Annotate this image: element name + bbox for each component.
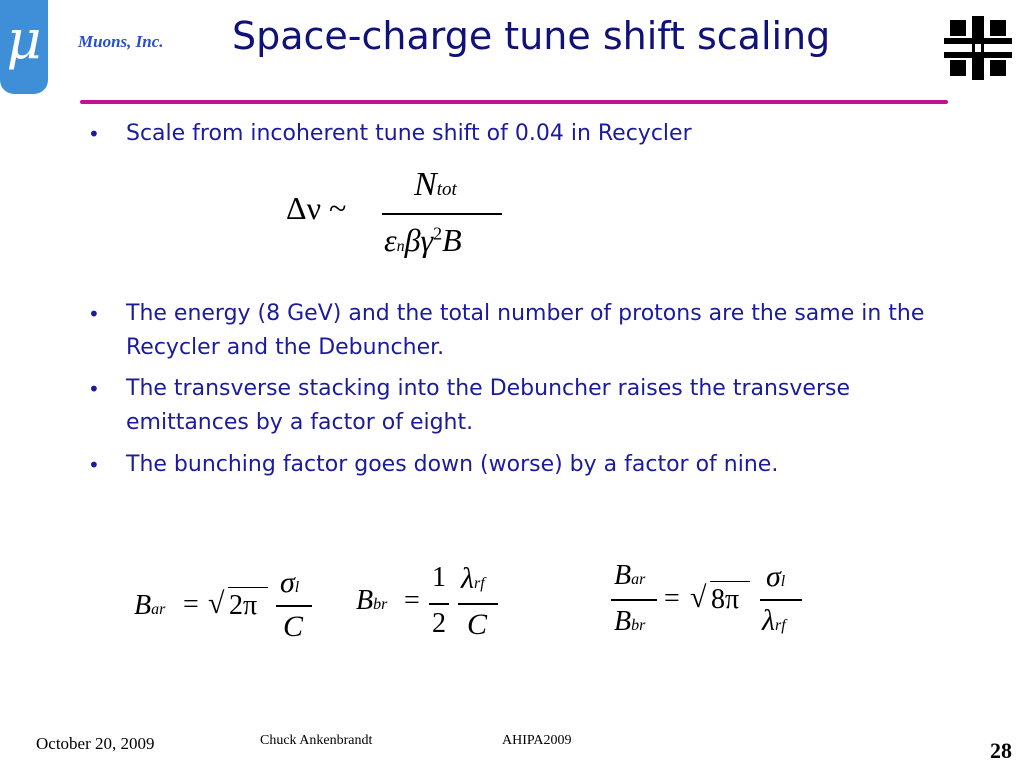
bullet-icon: • xyxy=(88,377,100,401)
ratio-num-sub: l xyxy=(780,573,786,590)
bullet-icon: • xyxy=(88,453,100,477)
ratio-den-lambda: λ xyxy=(762,604,775,637)
bar-sqrt: √ xyxy=(208,587,225,620)
bar-radicand: 2π xyxy=(229,590,258,621)
bbr-equals: = xyxy=(404,585,420,616)
ratio-radicand: 8π xyxy=(711,584,740,615)
tune-den-eps: ε xyxy=(384,222,397,258)
bbr-num-lambda: λ xyxy=(461,562,474,595)
bullet-text: Scale from incoherent tune shift of 0.04 in Recycler xyxy=(126,121,692,146)
bar-sqrt-overline xyxy=(228,587,268,588)
tune-shift-lhs xyxy=(286,190,346,227)
bbr-denominator: C xyxy=(467,608,488,641)
tune-denominator xyxy=(384,222,462,259)
bar-denominator: C xyxy=(283,610,304,643)
ratio-den-sub: rf xyxy=(775,617,786,634)
ratio-sqrt: √ xyxy=(690,581,707,614)
ratio-top-sub: ar xyxy=(631,571,646,588)
ratio-denominator xyxy=(762,604,786,638)
bar-fraction-bar xyxy=(276,605,312,607)
ratio-right-bar xyxy=(760,599,802,601)
footer-date: October 20, 2009 xyxy=(36,734,155,753)
bbr-lhs-B: B xyxy=(356,585,374,616)
tune-den-eps-sub: n xyxy=(396,238,405,255)
bbr-half-den: 2 xyxy=(432,608,446,639)
bbr-half-bar xyxy=(429,603,449,605)
bar-num-sigma: σ xyxy=(280,566,295,599)
bar-lhs-B: B xyxy=(134,590,152,621)
tune-den-B: B xyxy=(442,222,462,258)
bbr-numerator xyxy=(461,562,485,596)
bbr-lhs xyxy=(356,585,387,617)
company-name: Muons, Inc. xyxy=(78,32,164,51)
bbr-lhs-sub: br xyxy=(373,596,388,613)
title-divider xyxy=(80,100,948,104)
fermilab-logo xyxy=(944,16,1012,80)
bar-equals: = xyxy=(183,589,199,620)
slide-title: Space-charge tune shift scaling xyxy=(232,14,831,58)
tune-den-betagamma: βγ xyxy=(404,222,434,258)
bullet-icon: • xyxy=(88,122,100,146)
ratio-bottom xyxy=(614,606,645,638)
bbr-fraction-bar xyxy=(458,603,498,605)
ratio-top xyxy=(614,560,645,592)
ratio-numerator xyxy=(766,560,785,594)
bullet-text: The transverse stacking into the Debuncher raises the transverse emittances by a factor of eight. xyxy=(126,376,850,435)
ratio-top-B: B xyxy=(614,560,632,591)
ratio-sqrt-overline xyxy=(710,581,750,582)
ratio-left-bar xyxy=(611,599,657,601)
footer-author: Chuck Ankenbrandt xyxy=(260,733,373,748)
tune-fraction-bar xyxy=(382,213,502,215)
ratio-bot-sub: br xyxy=(631,617,646,634)
bullet-text: The bunching factor goes down (worse) by a factor of nine. xyxy=(126,452,779,477)
bullet-text: The energy (8 GeV) and the total number of protons are the same in the Recycler and the Debuncher. xyxy=(126,301,925,360)
bar-lhs xyxy=(134,590,165,622)
ratio-num-sigma: σ xyxy=(766,560,781,593)
footer-event: AHIPA2009 xyxy=(502,733,572,748)
bar-lhs-sub: ar xyxy=(151,601,166,618)
bar-num-sub: l xyxy=(294,579,300,596)
bullet-icon: • xyxy=(88,302,100,326)
bbr-half-num: 1 xyxy=(432,562,446,593)
muons-logo xyxy=(0,0,48,94)
tune-den-sup: 2 xyxy=(433,223,443,244)
page-number: 28 xyxy=(990,738,1012,763)
tune-num-sub: tot xyxy=(436,179,457,200)
tune-shift-lhs-text: Δν ~ xyxy=(286,190,347,226)
bbr-num-sub: rf xyxy=(474,575,485,592)
tune-num-main: N xyxy=(414,166,437,203)
mu-glyph: μ xyxy=(6,8,42,71)
ratio-bot-B: B xyxy=(614,606,632,637)
tune-numerator xyxy=(414,166,457,204)
bar-numerator xyxy=(280,566,299,600)
ratio-equals: = xyxy=(664,583,680,614)
